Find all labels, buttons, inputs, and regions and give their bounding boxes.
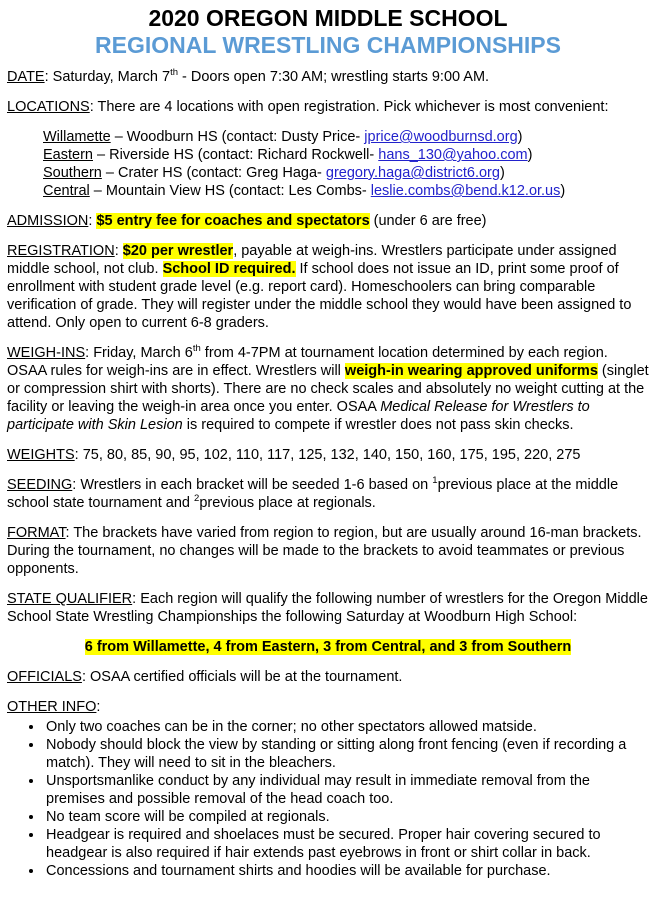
text-run: is required to compete if wrestler does not pass skin checks. xyxy=(182,417,574,433)
state-qualifier-paragraph xyxy=(7,590,649,626)
format-paragraph xyxy=(7,524,649,578)
list-item: • Concessions and tournament shirts and hoodies will be available for purchase. xyxy=(44,862,649,880)
highlighted-text: $20 per wrestler xyxy=(122,243,234,259)
list-item: • Nobody should block the view by standing or sitting along front fencing (even if recording a match). They will need to sit in the bleachers. xyxy=(44,736,649,772)
section-heading: OFFICIALS xyxy=(7,669,82,685)
text-run: : Wrestlers in each bracket will be seeded 1-6 based on xyxy=(72,477,433,493)
date-paragraph xyxy=(7,68,649,86)
locations-paragraph xyxy=(7,98,649,116)
text-run: : xyxy=(114,243,123,259)
document-title-line1: 2020 OREGON MIDDLE SCHOOL xyxy=(148,5,508,31)
seeding-paragraph xyxy=(7,476,649,512)
text-run: from 4-7PM at tournament location determined by each region. OSAA rules for weigh-ins are in effect. Wrestlers will xyxy=(7,345,608,379)
section-heading: Eastern xyxy=(43,147,93,163)
text-run: ) xyxy=(517,129,523,145)
section-heading: ADMISSION xyxy=(7,213,89,229)
email-link[interactable]: leslie.combs@bend.k12.or.us xyxy=(370,183,561,199)
list-item: • Only two coaches can be in the corner; no other spectators allowed matside. xyxy=(44,718,649,736)
text-run: – Crater HS (contact: Greg Haga- xyxy=(101,165,326,181)
text-run: , payable at weigh-ins. Wrestlers participate under assigned middle school, not club. xyxy=(7,243,617,277)
superscript-text: 2 xyxy=(194,493,200,505)
section-heading: WEIGHTS xyxy=(7,447,75,463)
text-run: : xyxy=(96,699,101,715)
email-link[interactable]: hans_130@yahoo.com xyxy=(378,147,528,163)
text-run: (under 6 are free) xyxy=(369,213,487,229)
section-heading: WEIGH-INS xyxy=(7,345,86,361)
section-heading: FORMAT xyxy=(7,525,66,541)
location-line xyxy=(43,182,649,200)
text-run: If school does not issue an ID, print some proof of enrollment with student grade level (e.g. report card). Homeschoolers can bring comparable verification of grade. They will register under the middle school they would have been assigned to attend. Only open to current 6-8 graders. xyxy=(7,261,632,331)
other-info-heading xyxy=(7,698,649,716)
text-run: ) xyxy=(527,147,533,163)
text-run: previous place at regionals. xyxy=(199,495,376,511)
text-run: : xyxy=(88,213,97,229)
highlighted-text: $5 entry fee for coaches and spectators xyxy=(96,213,370,229)
text-run: : 75, 80, 85, 90, 95, 102, 110, 117, 125, 132, 140, 150, 160, 175, 195, 220, 275 xyxy=(74,447,581,463)
location-line xyxy=(43,164,649,182)
section-heading: SEEDING xyxy=(7,477,73,493)
highlighted-text: School ID required. xyxy=(162,261,296,277)
admission-paragraph xyxy=(7,212,649,230)
text-run: Medical Release for Wrestlers to participate with Skin Lesion xyxy=(7,399,590,433)
email-link[interactable]: gregory.haga@district6.org xyxy=(325,165,500,181)
registration-paragraph xyxy=(7,242,649,332)
superscript-text: 1 xyxy=(432,475,438,487)
highlighted-text: weigh-in wearing approved uniforms xyxy=(344,363,598,379)
other-info-list xyxy=(7,718,649,880)
section-heading: DATE xyxy=(7,69,45,85)
location-line xyxy=(43,146,649,164)
qualifier-counts-line xyxy=(7,638,649,656)
weights-paragraph xyxy=(7,446,649,464)
text-run: ) xyxy=(560,183,566,199)
section-heading: LOCATIONS xyxy=(7,99,90,115)
text-run: (singlet or compression shirt with shorts). There are no check scales and absolutely no weight cutting at the facility or leaving the weigh-in area once you enter. OSAA xyxy=(7,363,649,415)
highlighted-text: 6 from Willamette, 4 from Eastern, 3 from Central, and 3 from Southern xyxy=(84,639,572,655)
text-run: - Doors open 7:30 AM; wrestling starts 9:00 AM. xyxy=(178,69,490,85)
weigh-ins-paragraph xyxy=(7,344,649,434)
section-heading: REGISTRATION xyxy=(7,243,115,259)
section-heading: STATE QUALIFIER xyxy=(7,591,133,607)
list-item: • Unsportsmanlike conduct by any individual may result in immediate removal from the premises and possible removal of the head coach too. xyxy=(44,772,649,808)
section-heading: Southern xyxy=(43,165,102,181)
list-item: • Headgear is required and shoelaces must be secured. Proper hair covering secured to headgear is also required if hair extends past eyebrows in front or shirt collar in back. xyxy=(44,826,649,862)
text-run: previous place at the middle school state tournament and xyxy=(7,477,619,511)
officials-paragraph xyxy=(7,668,649,686)
text-run: : Saturday, March 7 xyxy=(44,69,171,85)
text-run: ) xyxy=(499,165,505,181)
document-body xyxy=(7,68,649,880)
document-title-line2: REGIONAL WRESTLING CHAMPIONSHIPS xyxy=(95,32,561,58)
text-run: : Each region will qualify the following number of wrestlers for the Oregon Middle School State Wrestling Championships the following Saturday at Woodburn High School: xyxy=(7,591,648,625)
section-heading: OTHER INFO xyxy=(7,699,97,715)
superscript-text: th xyxy=(192,343,201,355)
superscript-text: th xyxy=(170,67,178,79)
text-run: – Mountain View HS (contact: Les Combs- xyxy=(89,183,371,199)
text-run: – Riverside HS (contact: Richard Rockwell- xyxy=(92,147,379,163)
text-run: – Woodburn HS (contact: Dusty Price- xyxy=(110,129,365,145)
text-run: : There are 4 locations with open registration. Pick whichever is most convenient: xyxy=(89,99,609,115)
text-run: : Friday, March 6 xyxy=(85,345,193,361)
email-link[interactable]: jprice@woodburnsd.org xyxy=(364,129,518,145)
location-line xyxy=(43,128,649,146)
list-item: • No team score will be compiled at regionals. xyxy=(44,808,649,826)
section-heading: Central xyxy=(43,183,90,199)
locations-list xyxy=(43,128,649,200)
section-heading: Willamette xyxy=(43,129,111,145)
text-run: : OSAA certified officials will be at the tournament. xyxy=(81,669,403,685)
text-run: : The brackets have varied from region to region, but are usually around 16-man brackets. During the tournament, no changes will be made to the brackets to avoid teammates or previous opponents. xyxy=(7,525,642,577)
